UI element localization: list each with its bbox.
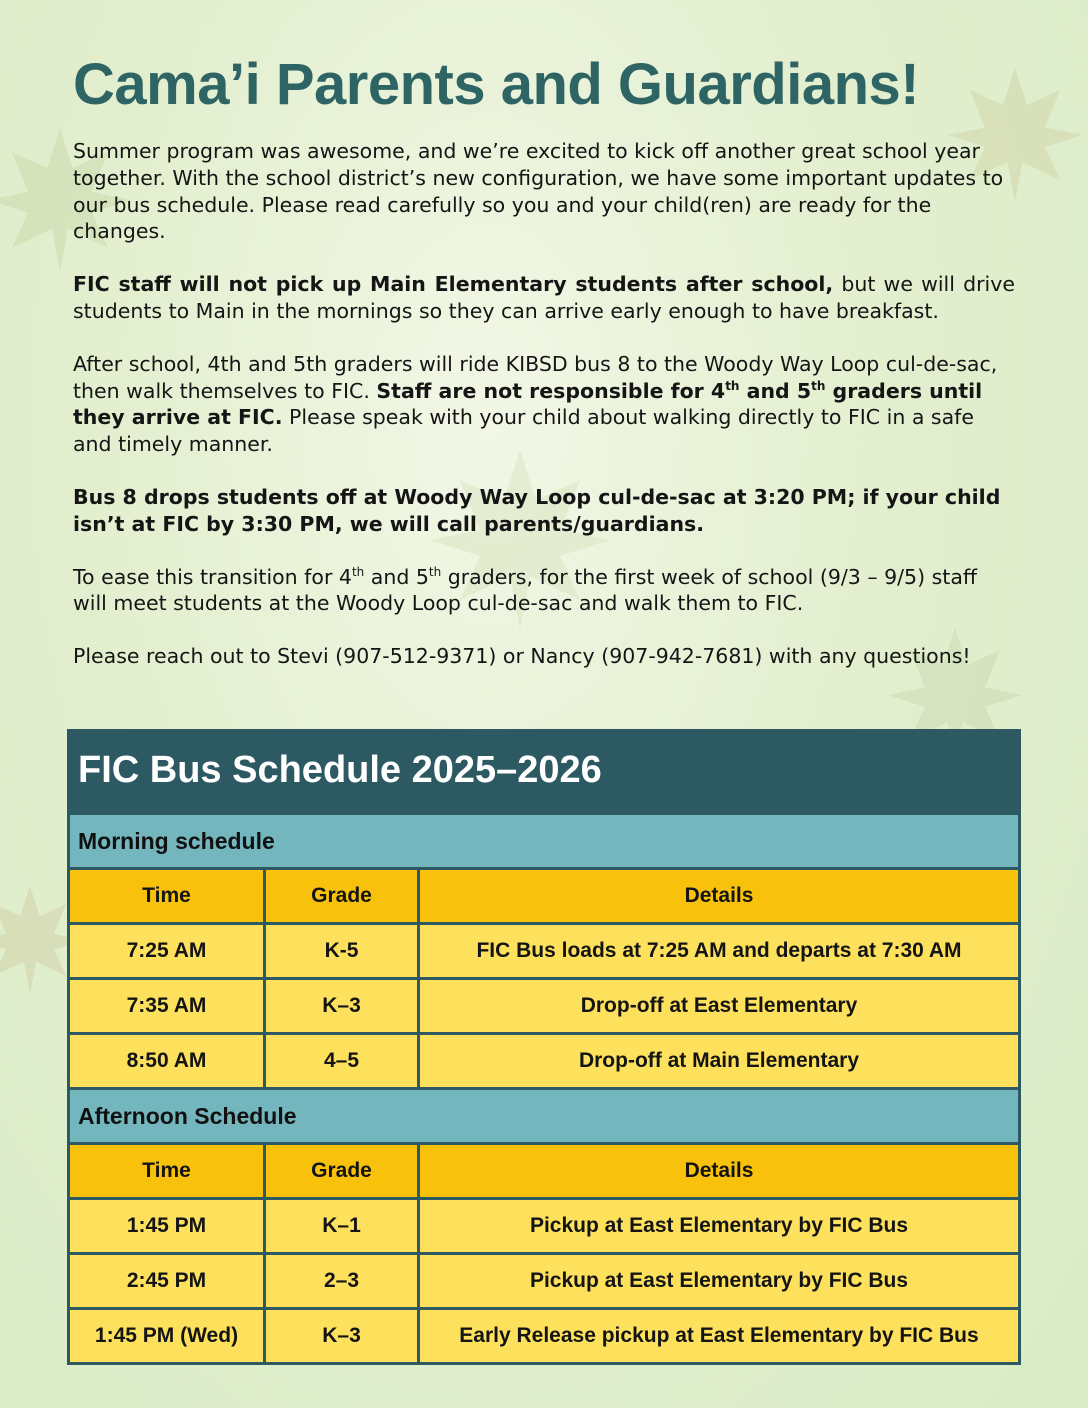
details-cell: Drop-off at Main Elementary bbox=[417, 1035, 1018, 1087]
pickup-notice-text: but we will drive students to Main in the mornings so they can arrive early enough to have breakfast. bbox=[73, 272, 1015, 323]
details-cell: Pickup at East Elementary by FIC Bus bbox=[417, 1200, 1018, 1252]
table-row bbox=[70, 977, 1018, 1032]
afternoon-section-label: Afternoon Schedule bbox=[70, 1087, 1018, 1142]
table-header-row bbox=[70, 1142, 1018, 1197]
table-row bbox=[70, 922, 1018, 977]
walking-notice-rest: Please speak with your child about walking directly to FIC in a safe and timely manner. bbox=[73, 405, 974, 457]
grade-cell: 2–3 bbox=[263, 1255, 417, 1307]
bus8-notice-paragraph bbox=[73, 484, 1015, 538]
column-header-details: Details bbox=[417, 1145, 1018, 1197]
time-cell: 7:25 AM bbox=[70, 925, 263, 977]
page-title: Cama’i Parents and Guardians! bbox=[73, 52, 920, 117]
column-header-grade: Grade bbox=[263, 870, 417, 922]
column-header-grade: Grade bbox=[263, 1145, 417, 1197]
letter-content bbox=[73, 52, 1015, 696]
table-header-row bbox=[70, 867, 1018, 922]
morning-section-label: Morning schedule bbox=[70, 812, 1018, 867]
column-header-details: Details bbox=[417, 870, 1018, 922]
details-cell: Drop-off at East Elementary bbox=[417, 980, 1018, 1032]
column-header-time: Time bbox=[70, 1145, 263, 1197]
bus8-notice-bold: Bus 8 drops students off at Woody Way Loop cul-de-sac at 3:20 PM; if your child isn’t at FIC by 3:30 PM, we will call parents/guardians. bbox=[73, 484, 1001, 536]
table-row bbox=[70, 1197, 1018, 1252]
intro-paragraph: Summer program was awesome, and we’re excited to kick off another great school year together. With the school district’s new configuration, we have some important updates to our bus schedule. Please read carefully so you and your child(ren) are ready for the changes. bbox=[73, 139, 1004, 244]
bus-schedule-table bbox=[67, 729, 1021, 1365]
details-cell: Early Release pickup at East Elementary by FIC Bus bbox=[417, 1310, 1018, 1362]
time-cell: 8:50 AM bbox=[70, 1035, 263, 1087]
walking-notice-bold: Staff are not responsible for 4th and 5th graders until they arrive at FIC. bbox=[73, 378, 983, 430]
walking-notice-text: After school, 4th and 5th graders will ride KIBSD bus 8 to the Woody Way Loop cul-de-sac, then walk themselves to FIC. bbox=[73, 351, 998, 403]
grade-cell: K–3 bbox=[263, 980, 417, 1032]
column-header-time: Time bbox=[70, 870, 263, 922]
pickup-notice-paragraph bbox=[73, 271, 1015, 325]
contact-paragraph: Please reach out to Stevi (907-512-9371) or Nancy (907-942-7681) with any questions! bbox=[73, 644, 971, 669]
grade-cell: K–3 bbox=[263, 1310, 417, 1362]
table-row bbox=[70, 1032, 1018, 1087]
table-row bbox=[70, 1307, 1018, 1362]
table-row bbox=[70, 1252, 1018, 1307]
grade-cell: K–1 bbox=[263, 1200, 417, 1252]
schedule-title: FIC Bus Schedule 2025–2026 bbox=[70, 732, 1018, 812]
time-cell: 7:35 AM bbox=[70, 980, 263, 1032]
time-cell: 2:45 PM bbox=[70, 1255, 263, 1307]
pickup-notice-bold: FIC staff will not pick up Main Elementary students after school, bbox=[73, 272, 834, 297]
transition-paragraph: To ease this transition for 4th and 5th graders, for the first week of school (9/3 – 9/5) staff will meet students at the Woody Loop cul-de-sac and walk them to FIC. bbox=[73, 564, 978, 616]
walking-notice-paragraph bbox=[73, 351, 1015, 458]
grade-cell: 4–5 bbox=[263, 1035, 417, 1087]
time-cell: 1:45 PM (Wed) bbox=[70, 1310, 263, 1362]
details-cell: Pickup at East Elementary by FIC Bus bbox=[417, 1255, 1018, 1307]
grade-cell: K-5 bbox=[263, 925, 417, 977]
details-cell: FIC Bus loads at 7:25 AM and departs at 7:30 AM bbox=[417, 925, 1018, 977]
time-cell: 1:45 PM bbox=[70, 1200, 263, 1252]
